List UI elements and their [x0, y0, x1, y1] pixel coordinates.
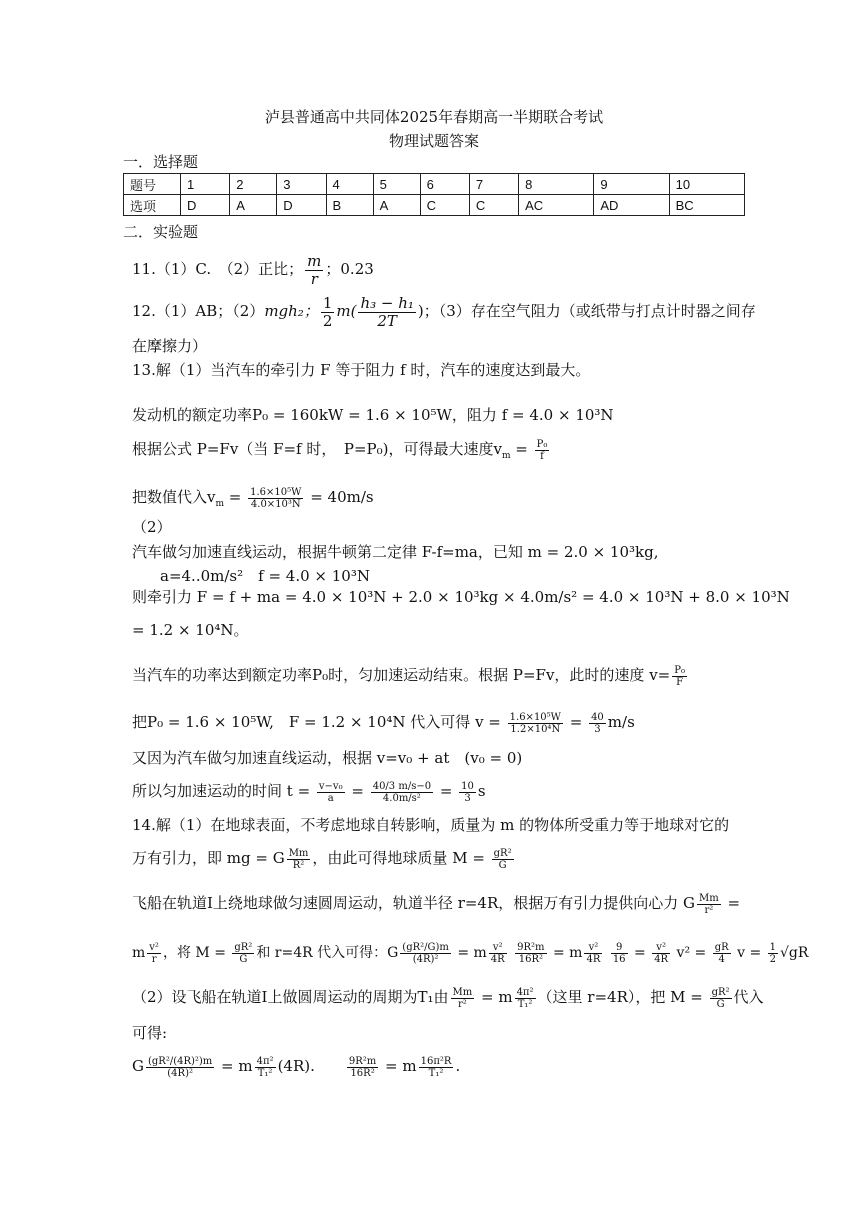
- q13-line-7: a=4..0m/s² f = 4.0 × 10³N: [160, 567, 370, 585]
- fraction: $\frac{\text{(gR²/(4R)²)m}}{\text{(4R)²}}$: [147, 1055, 213, 1079]
- table-cell: A: [230, 195, 277, 216]
- q12-half: $\frac{1}{2}$: [322, 293, 333, 330]
- section-heading-experiment: 二．实验题: [123, 223, 199, 241]
- q12-fraction: $\frac{\text{h₃ − h₁}}{2T}$: [360, 293, 414, 330]
- q12-formula-mgh: mgh₂；: [264, 302, 319, 320]
- fraction: $\frac{\text{4π²}}{\text{T₁²}}$: [256, 1055, 274, 1079]
- table-cell: D: [277, 195, 326, 216]
- q14-line-2: 万有引力，即 mg = G $\frac{Mm}{\text{R²}}$ ，由此可得地球质量 M = $\frac{\text{gR²}}{G}$: [132, 847, 512, 871]
- row-label-number: 题号: [124, 174, 181, 195]
- table-cell: A: [373, 195, 420, 216]
- table-cell: 10: [669, 174, 744, 195]
- exam-title: 泸县普通高中共同体2025年春期高一半期联合考试: [264, 108, 604, 126]
- fraction: $\frac{\text{9R²m}}{\text{16R²}}$: [517, 941, 545, 965]
- q14-line-7: G $\frac{\text{(gR²/(4R)²)m}}{\text{(4R)²}}$ = m $\frac{\text{4π²}}{\text{T₁²}}$ (4R). $\frac{\text{9R²m}}{\text{16R²}}$ = m $\frac{\text{16π²R}}{\text{T₁²}}$ .: [132, 1055, 461, 1079]
- fraction: $\frac{40/3 m/s-0}{\text{4.0m/s²}}$: [372, 780, 432, 804]
- fraction: $\frac{\text{1.6×10⁵W}}{\text{4.0×10³N}}$: [250, 486, 302, 510]
- fraction: $\frac{\text{gR²}}{G}$: [711, 986, 730, 1010]
- fraction: $\frac{\text{16π²R}}{\text{T₁²}}$: [420, 1055, 452, 1079]
- table-cell: 7: [469, 174, 518, 195]
- table-row-numbers: [124, 174, 745, 195]
- q11-fraction: $\frac{m}{r}$: [307, 251, 322, 288]
- table-cell: 3: [277, 174, 326, 195]
- q13-line-2: 发动机的额定功率P₀ = 160kW = 1.6 × 10⁵W，阻力 f = 4.0 × 10³N: [132, 406, 614, 424]
- exam-subtitle: 物理试题答案: [388, 132, 479, 150]
- table-cell: 5: [373, 174, 420, 195]
- q12-text: 12.（1）AB；（2）: [132, 302, 265, 320]
- table-cell: AD: [594, 195, 669, 216]
- q11-text: 11.（1）C. （2）正比；: [132, 260, 304, 278]
- fraction: $\frac{\text{P₀}}{F}$: [674, 664, 685, 688]
- fraction: $\frac{Mm}{\text{r²}}$: [699, 892, 719, 916]
- answer-table: [123, 173, 745, 216]
- q12-text-2: )；（3）存在空气阻力（或纸带与打点计时器之间存: [417, 302, 756, 320]
- q12-formula-m: m(: [336, 302, 357, 320]
- q12-line: [132, 294, 756, 330]
- fraction: $\frac{\text{v²}}{4R}$: [586, 941, 601, 965]
- q14-line-6: 可得:: [132, 1024, 168, 1042]
- fraction: $\frac{Mm}{\text{r²}}$: [452, 986, 473, 1010]
- q13-line-10: 当汽车的功率达到额定功率P₀时，匀加速运动结束。根据 P=Fv，此时的速度 v= $\frac{\text{P₀}}{F}$: [132, 664, 685, 688]
- q11-text-end: ；0.23: [325, 260, 374, 278]
- fraction: $\frac{\text{9R²m}}{\text{16R²}}$: [348, 1055, 377, 1079]
- fraction: $\frac{\text{v²}}{4R}$: [490, 941, 505, 965]
- fraction: $\frac{\text{(gR²/G)m}}{\text{(4R)²}}$: [402, 941, 449, 965]
- q13-line-9: = 1.2 × 10⁴N。: [132, 621, 249, 639]
- q14-line-4: m $\frac{\text{v²}}{r}$ ，将 M = $\frac{\text{gR²}}{G}$ 和 r=4R 代入可得：G $\frac{\text{(gR²/G)m}}{\text{(4R)²}}$ = m $\frac{\text{v²}}{4R}$ $\frac{\text{9R²m}}{\text{16R²}}$ = m $\frac{\text{v²}}{4R}$ $\frac{9}{16}$ = $\frac{\text{v²}}{4R}$ v² = $\frac{gR}{4}$ v = $\frac{1}{2}$ √gR: [132, 941, 809, 965]
- table-cell: 4: [326, 174, 373, 195]
- q13-line-5: （2）: [132, 518, 172, 536]
- q13-line-1: 13.解（1）当汽车的牵引力 F 等于阻力 f 时，汽车的速度达到最大。: [132, 361, 591, 379]
- fraction: $\frac{9}{16}$: [612, 941, 626, 965]
- table-cell: 9: [594, 174, 669, 195]
- fraction: $\frac{gR}{4}$: [714, 941, 729, 965]
- q13-line-13: 所以匀加速运动的时间 t = $\frac{\text{v−v₀}}{a}$ = $\frac{40/3 m/s-0}{\text{4.0m/s²}}$ = $\frac{10}{3}$ s: [132, 780, 486, 804]
- fraction: $\frac{\text{1.6×10⁵W}}{\text{1.2×10⁴N}}$: [509, 711, 561, 735]
- table-cell: C: [469, 195, 518, 216]
- q11-line: [132, 252, 374, 288]
- q14-line-5: （2）设飞船在轨道Ⅰ上做圆周运动的周期为T₁由 $\frac{Mm}{\text{r²}}$ = m $\frac{\text{4π²}}{\text{T₁²}}$ （这里 r=4R），把 M = $\frac{\text{gR²}}{G}$ 代入: [132, 986, 764, 1010]
- q13-line-4: 把数值代入$v_m$ = $\frac{\text{1.6×10⁵W}}{\text{4.0×10³N}}$ = 40m/s: [132, 486, 374, 510]
- q13-line-8: 则牵引力 F = f + ma = 4.0 × 10³N + 2.0 × 10³kg × 4.0m/s² = 4.0 × 10³N + 8.0 × 10³N: [132, 588, 790, 606]
- table-cell: BC: [669, 195, 744, 216]
- table-cell: 6: [420, 174, 469, 195]
- fraction: $\frac{\text{P₀}}{f}$: [536, 438, 548, 462]
- fraction: $\frac{\text{v²}}{4R}$: [654, 941, 669, 965]
- fraction: $\frac{\text{gR²}}{G}$: [234, 941, 253, 965]
- q14-line-3: 飞船在轨道Ⅰ上绕地球做匀速圆周运动，轨道半径 r=4R，根据万有引力提供向心力 G $\frac{Mm}{\text{r²}}$ =: [132, 892, 741, 916]
- fraction: $\frac{10}{3}$: [461, 780, 474, 804]
- fraction: $\frac{1}{2}$: [769, 941, 777, 965]
- section-heading-choice: 一．选择题: [123, 153, 199, 171]
- q13-line-6: 汽车做匀加速直线运动，根据牛顿第二定律 F-f=ma，已知 m = 2.0 × 10³kg,: [132, 543, 659, 561]
- table-cell: B: [326, 195, 373, 216]
- table-cell: 1: [181, 174, 230, 195]
- row-label-answer: 选项: [124, 195, 181, 216]
- q14-line-1: 14.解（1）在地球表面，不考虑地球自转影响，质量为 m 的物体所受重力等于地球对它的: [132, 816, 730, 834]
- q13-line-3: 根据公式 P=Fv（当 F=f 时， P=P₀)，可得最大速度$v_m$ = $\frac{\text{P₀}}{f}$: [132, 438, 548, 462]
- table-row-answers: [124, 195, 745, 216]
- table-cell: 8: [519, 174, 594, 195]
- fraction: $\frac{Mm}{\text{R²}}$: [288, 847, 309, 871]
- fraction: $\frac{40}{3}$: [591, 711, 604, 735]
- fraction: $\frac{\text{4π²}}{\text{T₁²}}$: [516, 986, 534, 1010]
- fraction: $\frac{\text{v−v₀}}{a}$: [318, 780, 343, 804]
- q12-line-2: 在摩擦力）: [132, 337, 208, 355]
- fraction: $\frac{\text{gR²}}{G}$: [493, 847, 512, 871]
- table-cell: AC: [519, 195, 594, 216]
- table-cell: C: [420, 195, 469, 216]
- table-cell: 2: [230, 174, 277, 195]
- fraction: $\frac{\text{v²}}{r}$: [149, 941, 159, 965]
- q13-line-12: 又因为汽车做匀加速直线运动，根据 v=v₀ + at (v₀ = 0): [132, 749, 523, 767]
- table-cell: D: [181, 195, 230, 216]
- q13-line-11: 把P₀ = 1.6 × 10⁵W, F = 1.2 × 10⁴N 代入可得 v = $\frac{\text{1.6×10⁵W}}{\text{1.2×10⁴N}}$ = $\frac{40}{3}$ m/s: [132, 711, 635, 735]
